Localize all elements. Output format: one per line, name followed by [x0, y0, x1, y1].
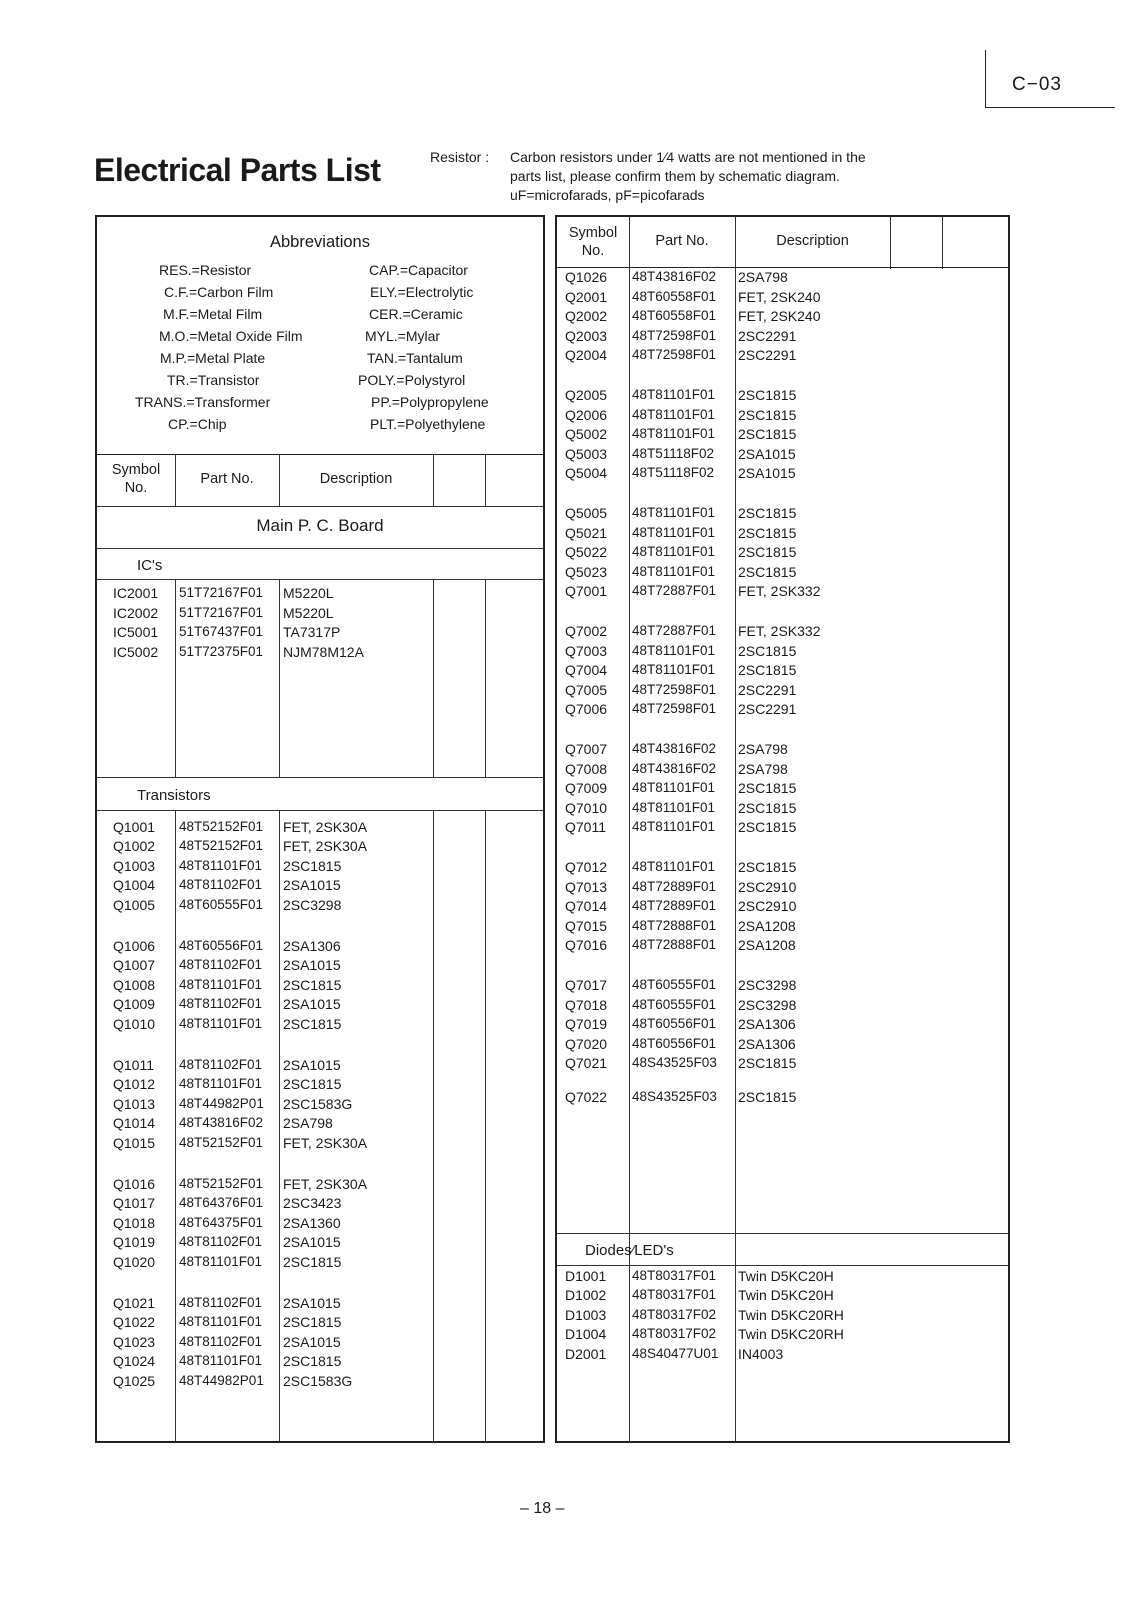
description: 2SA1015 — [283, 1333, 341, 1350]
description: 2SC1815 — [738, 819, 797, 836]
board-title: Main P. C. Board — [256, 516, 384, 535]
divider — [557, 267, 1008, 268]
part-no: 48T81101F01 — [632, 859, 716, 874]
description: 2SA1306 — [738, 1035, 796, 1052]
part-no: 48T43816F02 — [632, 741, 717, 756]
symbol-no: Q1008 — [113, 976, 156, 993]
symbol-no: Q1005 — [113, 896, 156, 913]
symbol-no: D1003 — [565, 1306, 607, 1323]
description: 2SC1815 — [283, 976, 342, 993]
part-no: 48T60555F01 — [632, 996, 717, 1012]
description: FET, 2SK30A — [283, 819, 368, 835]
description: 2SA798 — [738, 760, 788, 777]
description: 2SC3298 — [283, 896, 342, 913]
part-no: 48T81101F01 — [632, 505, 716, 520]
symbol-no: Q2004 — [565, 347, 608, 364]
abbreviation-item: TRANS.=Transformer — [135, 394, 271, 410]
part-no: 48T81101F01 — [179, 1314, 263, 1330]
description: 2SC3423 — [283, 1195, 342, 1212]
divider — [735, 217, 736, 1441]
divider — [97, 777, 543, 778]
abbreviation-item: ELY.=Electrolytic — [370, 284, 474, 300]
symbol-no: Q1026 — [565, 269, 608, 285]
page-title: Electrical Parts List — [94, 152, 381, 188]
description: 2SA1360 — [283, 1214, 341, 1231]
symbol-no: Q7012 — [565, 859, 608, 875]
symbol-no: Q1009 — [113, 996, 156, 1013]
symbol-no: Q7003 — [565, 642, 608, 659]
description: Twin D5KC20RH — [738, 1326, 844, 1343]
part-no: 48T80317F02 — [632, 1326, 717, 1342]
divider — [175, 579, 176, 777]
symbol-no: Q1025 — [113, 1372, 156, 1389]
description: 2SA1208 — [738, 917, 796, 934]
divider — [433, 579, 434, 777]
divider — [97, 506, 543, 507]
part-no: 48T81101F01 — [179, 1015, 263, 1031]
header-part-no: Part No. — [655, 233, 709, 249]
symbol-no: Q5022 — [565, 544, 608, 561]
symbol-no: Q5005 — [565, 505, 608, 521]
description: 2SC1815 — [283, 1015, 342, 1032]
part-no: 48T80317F01 — [632, 1287, 717, 1303]
symbol-no: Q5023 — [565, 563, 608, 580]
description: FET, 2SK240 — [738, 308, 821, 325]
description: Twin D5KC20RH — [738, 1306, 844, 1323]
symbol-no: Q7017 — [565, 977, 608, 993]
description: Twin D5KC20H — [738, 1268, 834, 1284]
description: 2SA1015 — [283, 996, 341, 1013]
part-no: 48T60555F01 — [179, 896, 264, 912]
part-no: 48T72889F01 — [632, 878, 717, 894]
symbol-no: Q7016 — [565, 937, 608, 954]
symbol-no: Q1003 — [113, 857, 156, 874]
description: FET, 2SK30A — [283, 1134, 368, 1151]
symbol-no: Q7006 — [565, 701, 608, 718]
header-no-line: No. — [581, 243, 605, 259]
symbol-no: Q7018 — [565, 996, 608, 1013]
description: 2SA798 — [283, 1115, 333, 1132]
symbol-no: Q5021 — [565, 524, 608, 541]
description: 2SC3298 — [738, 996, 797, 1013]
page-code: C−03 — [1012, 74, 1062, 95]
symbol-no: Q7021 — [565, 1055, 608, 1072]
part-no: 48T72598F01 — [632, 347, 717, 363]
description: 2SC2291 — [738, 701, 797, 718]
header-symbol-no — [97, 461, 175, 497]
header-description: Description — [776, 233, 849, 249]
description: 2SC2291 — [738, 327, 797, 344]
symbol-no: Q7001 — [565, 583, 608, 600]
description: 2SA1015 — [738, 445, 796, 462]
symbol-no: Q1002 — [113, 838, 156, 855]
part-no: 48T81101F01 — [632, 780, 716, 796]
part-no: 48T81102F01 — [179, 1295, 263, 1310]
abbreviation-item: CER.=Ceramic — [369, 306, 463, 322]
part-no: 48S43525F03 — [632, 1089, 717, 1104]
part-no: 48T81101F01 — [179, 1076, 263, 1092]
symbol-no: Q7009 — [565, 780, 608, 797]
resistor-note-line: uF=microfarads, pF=picofarads — [510, 187, 705, 203]
abbreviation-item: RES.=Resistor — [159, 262, 252, 278]
part-no: 51T72167F01 — [179, 585, 264, 600]
part-no: 48T60558F01 — [632, 288, 717, 304]
part-no: 48T81101F01 — [632, 426, 716, 442]
description: IN4003 — [738, 1345, 784, 1362]
part-no: 48T81101F01 — [632, 662, 716, 678]
divider — [279, 579, 280, 777]
part-no: 48T60556F01 — [632, 1016, 717, 1032]
divider — [433, 454, 434, 506]
description: 2SC1815 — [738, 387, 797, 403]
part-no: 48T81101F01 — [179, 1253, 263, 1269]
description: FET, 2SK30A — [283, 1176, 368, 1192]
description: 2SC1815 — [738, 505, 797, 521]
description: Twin D5KC20H — [738, 1287, 834, 1304]
right-parts-table — [555, 215, 1010, 1443]
description: 2SC1815 — [738, 406, 797, 423]
description: 2SA1015 — [738, 465, 796, 482]
abbreviation-item: CAP.=Capacitor — [369, 262, 468, 278]
part-no: 48T81101F01 — [632, 406, 716, 422]
abbreviation-item: M.F.=Metal Film — [163, 306, 263, 322]
part-no: 48T60556F01 — [179, 938, 264, 953]
part-no: 51T72375F01 — [179, 643, 264, 659]
abbreviation-item: TAN.=Tantalum — [367, 350, 463, 366]
description: 2SA1208 — [738, 937, 796, 954]
abbreviation-item: PLT.=Polyethylene — [370, 416, 486, 432]
symbol-no: Q7010 — [565, 799, 608, 816]
symbol-no: Q1024 — [113, 1353, 156, 1370]
description: FET, 2SK30A — [283, 838, 368, 855]
part-no: 48T81102F01 — [179, 1234, 263, 1250]
description: 2SA1015 — [283, 1057, 341, 1073]
description: M5220L — [283, 604, 334, 621]
description: FET, 2SK332 — [738, 583, 821, 600]
part-no: 48T81101F01 — [632, 799, 716, 815]
abbreviation-item: M.P.=Metal Plate — [160, 350, 266, 366]
description: 2SC1815 — [283, 1353, 342, 1370]
abbreviation-item: MYL.=Mylar — [365, 328, 441, 344]
description: TA7317P — [283, 624, 341, 641]
description: 2SC1815 — [738, 662, 797, 679]
divider — [279, 810, 280, 1441]
part-no: 48T60558F01 — [632, 308, 717, 324]
symbol-no: Q2005 — [565, 387, 608, 403]
part-no: 48T72598F01 — [632, 681, 717, 697]
part-no: 48T81102F01 — [179, 1333, 263, 1349]
part-no: 48T43816F02 — [179, 1115, 264, 1131]
description: 2SC1815 — [738, 524, 797, 541]
divider — [485, 579, 486, 777]
part-no: 48T60555F01 — [632, 977, 717, 992]
left-parts-table — [95, 215, 545, 1443]
description: 2SA798 — [738, 741, 788, 757]
symbol-no: IC5001 — [113, 624, 159, 641]
description: 2SC1583G — [283, 1095, 353, 1112]
divider — [485, 454, 486, 506]
symbol-no: Q7014 — [565, 898, 608, 915]
part-no: 48T64376F01 — [179, 1195, 264, 1211]
symbol-no: Q1001 — [113, 819, 156, 835]
description: 2SA1015 — [283, 957, 341, 974]
divider — [97, 548, 543, 549]
symbol-no: Q1012 — [113, 1076, 156, 1093]
symbol-no: Q1014 — [113, 1115, 156, 1132]
symbol-no: Q1011 — [113, 1057, 154, 1073]
resistor-note-line: parts list, please confirm them by schematic diagram. — [510, 168, 840, 184]
part-no: 48T43816F02 — [632, 760, 717, 776]
description: 2SA1306 — [283, 938, 341, 954]
divider — [97, 579, 543, 580]
symbol-no: Q1013 — [113, 1095, 156, 1112]
part-no: 48T72598F01 — [632, 701, 717, 717]
part-no: 48T44982P01 — [179, 1095, 264, 1111]
part-no: 48T72888F01 — [632, 917, 717, 933]
symbol-no: Q1016 — [113, 1176, 156, 1192]
part-no: 48T81101F01 — [632, 819, 716, 835]
part-no: 48T81101F01 — [179, 857, 263, 873]
symbol-no: Q5003 — [565, 445, 608, 462]
description: 2SC1815 — [283, 1314, 342, 1331]
part-no: 48T52152F01 — [179, 838, 264, 854]
section-transistors: Transistors — [137, 787, 211, 804]
description: 2SC2291 — [738, 347, 797, 364]
header-part-no: Part No. — [200, 471, 254, 487]
part-no: 48T81101F01 — [632, 642, 716, 658]
description: 2SC2910 — [738, 898, 797, 915]
symbol-no: Q1010 — [113, 1015, 156, 1032]
description: 2SC1815 — [738, 642, 797, 659]
part-no: 48S40477U01 — [632, 1345, 719, 1361]
symbol-no: Q1019 — [113, 1234, 156, 1251]
description: NJM78M12A — [283, 643, 364, 660]
symbol-no: Q7008 — [565, 760, 608, 777]
description: 2SC1815 — [738, 780, 797, 797]
part-no: 48T81102F01 — [179, 1057, 263, 1072]
abbreviations-title: Abbreviations — [270, 233, 370, 251]
part-no: 48T52152F01 — [179, 819, 264, 834]
part-no: 48T81102F01 — [179, 957, 263, 973]
part-no: 48T81102F01 — [179, 877, 263, 893]
symbol-no: Q5002 — [565, 426, 608, 443]
header-symbol-line: Symbol — [568, 225, 618, 241]
symbol-no: D1004 — [565, 1326, 607, 1343]
divider — [97, 454, 543, 455]
part-no: 48S43525F03 — [632, 1055, 717, 1071]
part-no: 51T72167F01 — [179, 604, 264, 620]
description: 2SC1815 — [738, 799, 797, 816]
part-no: 48T72887F01 — [632, 623, 717, 638]
part-no: 48T81101F01 — [632, 563, 716, 579]
part-no: 48T80317F01 — [632, 1268, 717, 1283]
divider — [97, 810, 543, 811]
symbol-no: Q1023 — [113, 1333, 156, 1350]
abbreviation-item: C.F.=Carbon Film — [164, 284, 274, 300]
part-no: 48T60556F01 — [632, 1035, 717, 1051]
symbol-no: IC2001 — [113, 585, 159, 601]
divider — [485, 810, 486, 1441]
symbol-no: Q7013 — [565, 878, 608, 895]
divider — [175, 810, 176, 1441]
description: 2SC1815 — [283, 1253, 342, 1270]
symbol-no: Q1022 — [113, 1314, 156, 1331]
symbol-no: Q7005 — [565, 681, 608, 698]
part-no: 48T81101F01 — [632, 524, 716, 540]
symbol-no: D2001 — [565, 1345, 607, 1362]
symbol-no: Q5004 — [565, 465, 608, 482]
symbol-no: Q1017 — [113, 1195, 156, 1212]
description: 2SA1015 — [283, 1234, 341, 1251]
description: 2SC1583G — [283, 1372, 353, 1389]
description: 2SA798 — [738, 269, 788, 285]
symbol-no: Q1020 — [113, 1253, 156, 1270]
symbol-no: Q7020 — [565, 1035, 608, 1052]
part-no: 48T72889F01 — [632, 898, 717, 914]
symbol-no: Q1018 — [113, 1214, 156, 1231]
description: 2SC1815 — [738, 1055, 797, 1072]
header-symbol-no — [557, 224, 629, 260]
part-no: 48T80317F02 — [632, 1306, 717, 1322]
symbol-no: D1002 — [565, 1287, 607, 1304]
description: 2SC1815 — [738, 1089, 797, 1105]
description: 2SA1015 — [283, 1295, 341, 1311]
symbol-no: Q7002 — [565, 623, 608, 639]
abbreviation-item: PP.=Polypropylene — [371, 394, 489, 410]
part-no: 48T81101F01 — [179, 976, 263, 992]
section-diodes: Diodes⁄LED's — [585, 1242, 674, 1259]
part-no: 48T72887F01 — [632, 583, 717, 599]
symbol-no: IC2002 — [113, 604, 159, 621]
part-no: 48T72888F01 — [632, 937, 717, 953]
part-no: 48T52152F01 — [179, 1134, 264, 1150]
part-no: 48T64375F01 — [179, 1214, 264, 1230]
divider — [942, 217, 943, 269]
section-ics: IC's — [137, 557, 163, 574]
divider — [890, 217, 891, 269]
symbol-no: Q2001 — [565, 288, 608, 305]
description: 2SC2910 — [738, 878, 797, 895]
symbol-no: Q7004 — [565, 662, 608, 679]
symbol-no: Q7007 — [565, 741, 608, 757]
description: FET, 2SK240 — [738, 288, 821, 305]
description: 2SC2291 — [738, 681, 797, 698]
part-no: 48T81101F01 — [632, 387, 716, 402]
header-symbol-line: Symbol — [111, 462, 161, 478]
divider — [557, 1233, 1008, 1234]
symbol-no: Q7015 — [565, 917, 608, 934]
part-no: 48T43816F02 — [632, 269, 717, 284]
part-no: 48T81102F01 — [179, 996, 263, 1012]
resistor-note-line: Carbon resistors under 1⁄4 watts are not mentioned in the — [510, 149, 866, 165]
symbol-no: Q7011 — [565, 819, 606, 836]
abbreviation-item: M.O.=Metal Oxide Film — [159, 328, 303, 344]
description: 2SA1015 — [283, 877, 341, 894]
description: 2SC1815 — [738, 563, 797, 580]
description: FET, 2SK332 — [738, 623, 821, 639]
description: M5220L — [283, 585, 334, 601]
description: 2SC3298 — [738, 977, 797, 993]
part-no: 48T81101F01 — [179, 1353, 263, 1369]
symbol-no: Q1006 — [113, 938, 156, 954]
divider — [433, 810, 434, 1441]
description: 2SC1815 — [283, 857, 342, 874]
symbol-no: D1001 — [565, 1268, 607, 1284]
header-description: Description — [319, 471, 393, 487]
description: 2SC1815 — [738, 544, 797, 561]
page-number: – 18 – — [520, 1500, 565, 1517]
description: 2SC1815 — [738, 426, 797, 443]
part-no: 48T72598F01 — [632, 327, 717, 343]
symbol-no: IC5002 — [113, 643, 159, 660]
abbreviation-item: CP.=Chip — [168, 416, 227, 432]
divider — [557, 1265, 1008, 1266]
symbol-no: Q1007 — [113, 957, 156, 974]
abbreviation-item: TR.=Transistor — [167, 372, 260, 388]
symbol-no: Q1015 — [113, 1134, 156, 1151]
part-no: 48T51118F02 — [632, 465, 715, 481]
description: 2SA1306 — [738, 1016, 796, 1033]
symbol-no: Q2006 — [565, 406, 608, 423]
description: 2SC1815 — [738, 859, 797, 875]
part-no: 48T51118F02 — [632, 445, 715, 461]
abbreviation-item: POLY.=Polystyrol — [358, 372, 466, 388]
symbol-no: Q2003 — [565, 327, 608, 344]
part-no: 48T81101F01 — [632, 544, 716, 560]
description: 2SC1815 — [283, 1076, 342, 1093]
symbol-no: Q1004 — [113, 877, 156, 894]
header-no-line: No. — [124, 480, 148, 496]
symbol-no: Q7022 — [565, 1089, 608, 1105]
symbol-no: Q2002 — [565, 308, 608, 325]
symbol-no: Q7019 — [565, 1016, 608, 1033]
part-no: 48T52152F01 — [179, 1176, 264, 1191]
part-no: 48T44982P01 — [179, 1372, 264, 1388]
resistor-note-label: Resistor : — [430, 149, 490, 165]
part-no: 51T67437F01 — [179, 624, 264, 640]
symbol-no: Q1021 — [113, 1295, 156, 1311]
